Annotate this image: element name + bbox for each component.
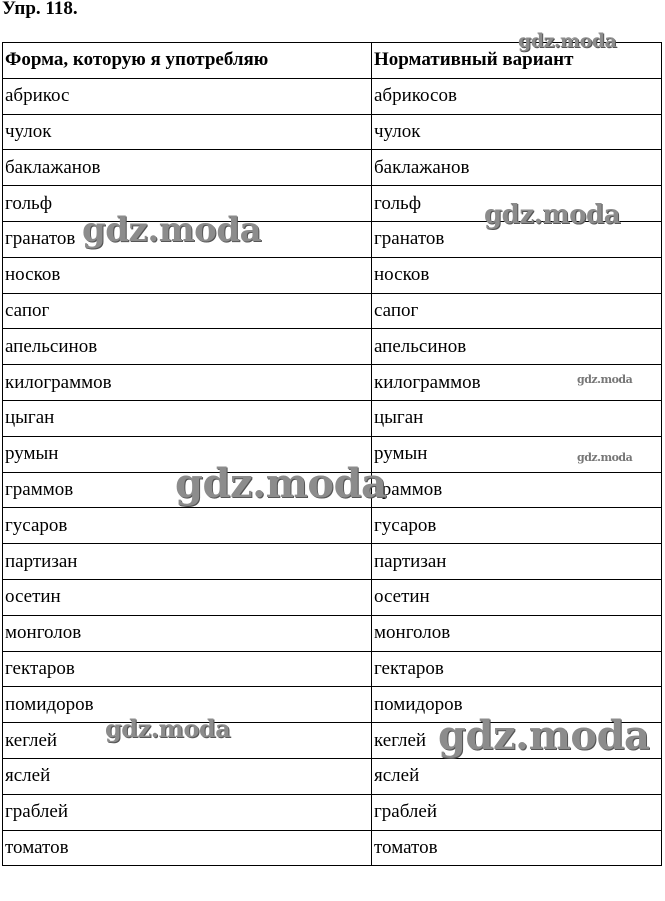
used-form-cell: гольф [3, 186, 372, 222]
table-row [3, 651, 662, 687]
watermark: gdz.moda [518, 30, 617, 52]
normative-form-cell: осетин [372, 579, 662, 615]
watermark: gdz.moda [82, 210, 262, 250]
normative-form-cell: носков [372, 257, 662, 293]
normative-form-cell: гранатов [372, 221, 662, 257]
column-header-used-form: Форма, которую я употребляю [3, 43, 372, 79]
used-form-cell: гектаров [3, 651, 372, 687]
normative-form-cell: яслей [372, 758, 662, 794]
normative-form-cell: апельсинов [372, 329, 662, 365]
used-form-cell: граммов [3, 472, 372, 508]
watermark: gdz.moda [175, 460, 387, 507]
used-form-cell: томатов [3, 830, 372, 866]
table-row [3, 78, 662, 114]
used-form-cell: граблей [3, 794, 372, 830]
table-row [3, 329, 662, 365]
watermark: gdz.moda [438, 712, 650, 759]
normative-form-cell: кеглей [372, 723, 662, 759]
watermark: gdz.moda [105, 714, 231, 743]
watermark: gdz.moda [577, 451, 633, 464]
watermark: gdz.moda [577, 373, 633, 386]
table-row [3, 544, 662, 580]
column-header-normative-form: Нормативный вариант [372, 43, 662, 79]
table-row [3, 758, 662, 794]
normative-form-cell: цыган [372, 400, 662, 436]
used-form-cell: яслей [3, 758, 372, 794]
table-row [3, 830, 662, 866]
table-row [3, 508, 662, 544]
normative-form-cell: помидоров [372, 687, 662, 723]
normative-form-cell: гектаров [372, 651, 662, 687]
normative-form-cell: гусаров [372, 508, 662, 544]
used-form-cell: гусаров [3, 508, 372, 544]
table-row [3, 615, 662, 651]
table-row [3, 365, 662, 401]
used-form-cell: гранатов [3, 221, 372, 257]
table-row [3, 400, 662, 436]
table-row [3, 794, 662, 830]
table-row [3, 150, 662, 186]
normative-form-cell: килограммов [372, 365, 662, 401]
used-form-cell: румын [3, 436, 372, 472]
watermark: gdz.moda [484, 200, 621, 230]
table-row [3, 293, 662, 329]
normative-form-cell: граммов [372, 472, 662, 508]
used-form-cell: чулок [3, 114, 372, 150]
used-form-cell: помидоров [3, 687, 372, 723]
used-form-cell: носков [3, 257, 372, 293]
normative-form-cell: баклажанов [372, 150, 662, 186]
normative-form-cell: партизан [372, 544, 662, 580]
used-form-cell: партизан [3, 544, 372, 580]
table-row [3, 579, 662, 615]
normative-form-cell: румын [372, 436, 662, 472]
used-form-cell: монголов [3, 615, 372, 651]
table-row [3, 114, 662, 150]
exercise-title: Упр. 118. [2, 0, 78, 19]
normative-form-cell: чулок [372, 114, 662, 150]
used-form-cell: осетин [3, 579, 372, 615]
used-form-cell: килограммов [3, 365, 372, 401]
table-row [3, 257, 662, 293]
normative-form-cell: сапог [372, 293, 662, 329]
used-form-cell: баклажанов [3, 150, 372, 186]
normative-form-cell: гольф [372, 186, 662, 222]
normative-form-cell: томатов [372, 830, 662, 866]
used-form-cell: кеглей [3, 723, 372, 759]
used-form-cell: абрикос [3, 78, 372, 114]
normative-form-cell: монголов [372, 615, 662, 651]
normative-form-cell: граблей [372, 794, 662, 830]
normative-form-cell: абрикосов [372, 78, 662, 114]
used-form-cell: цыган [3, 400, 372, 436]
used-form-cell: сапог [3, 293, 372, 329]
used-form-cell: апельсинов [3, 329, 372, 365]
